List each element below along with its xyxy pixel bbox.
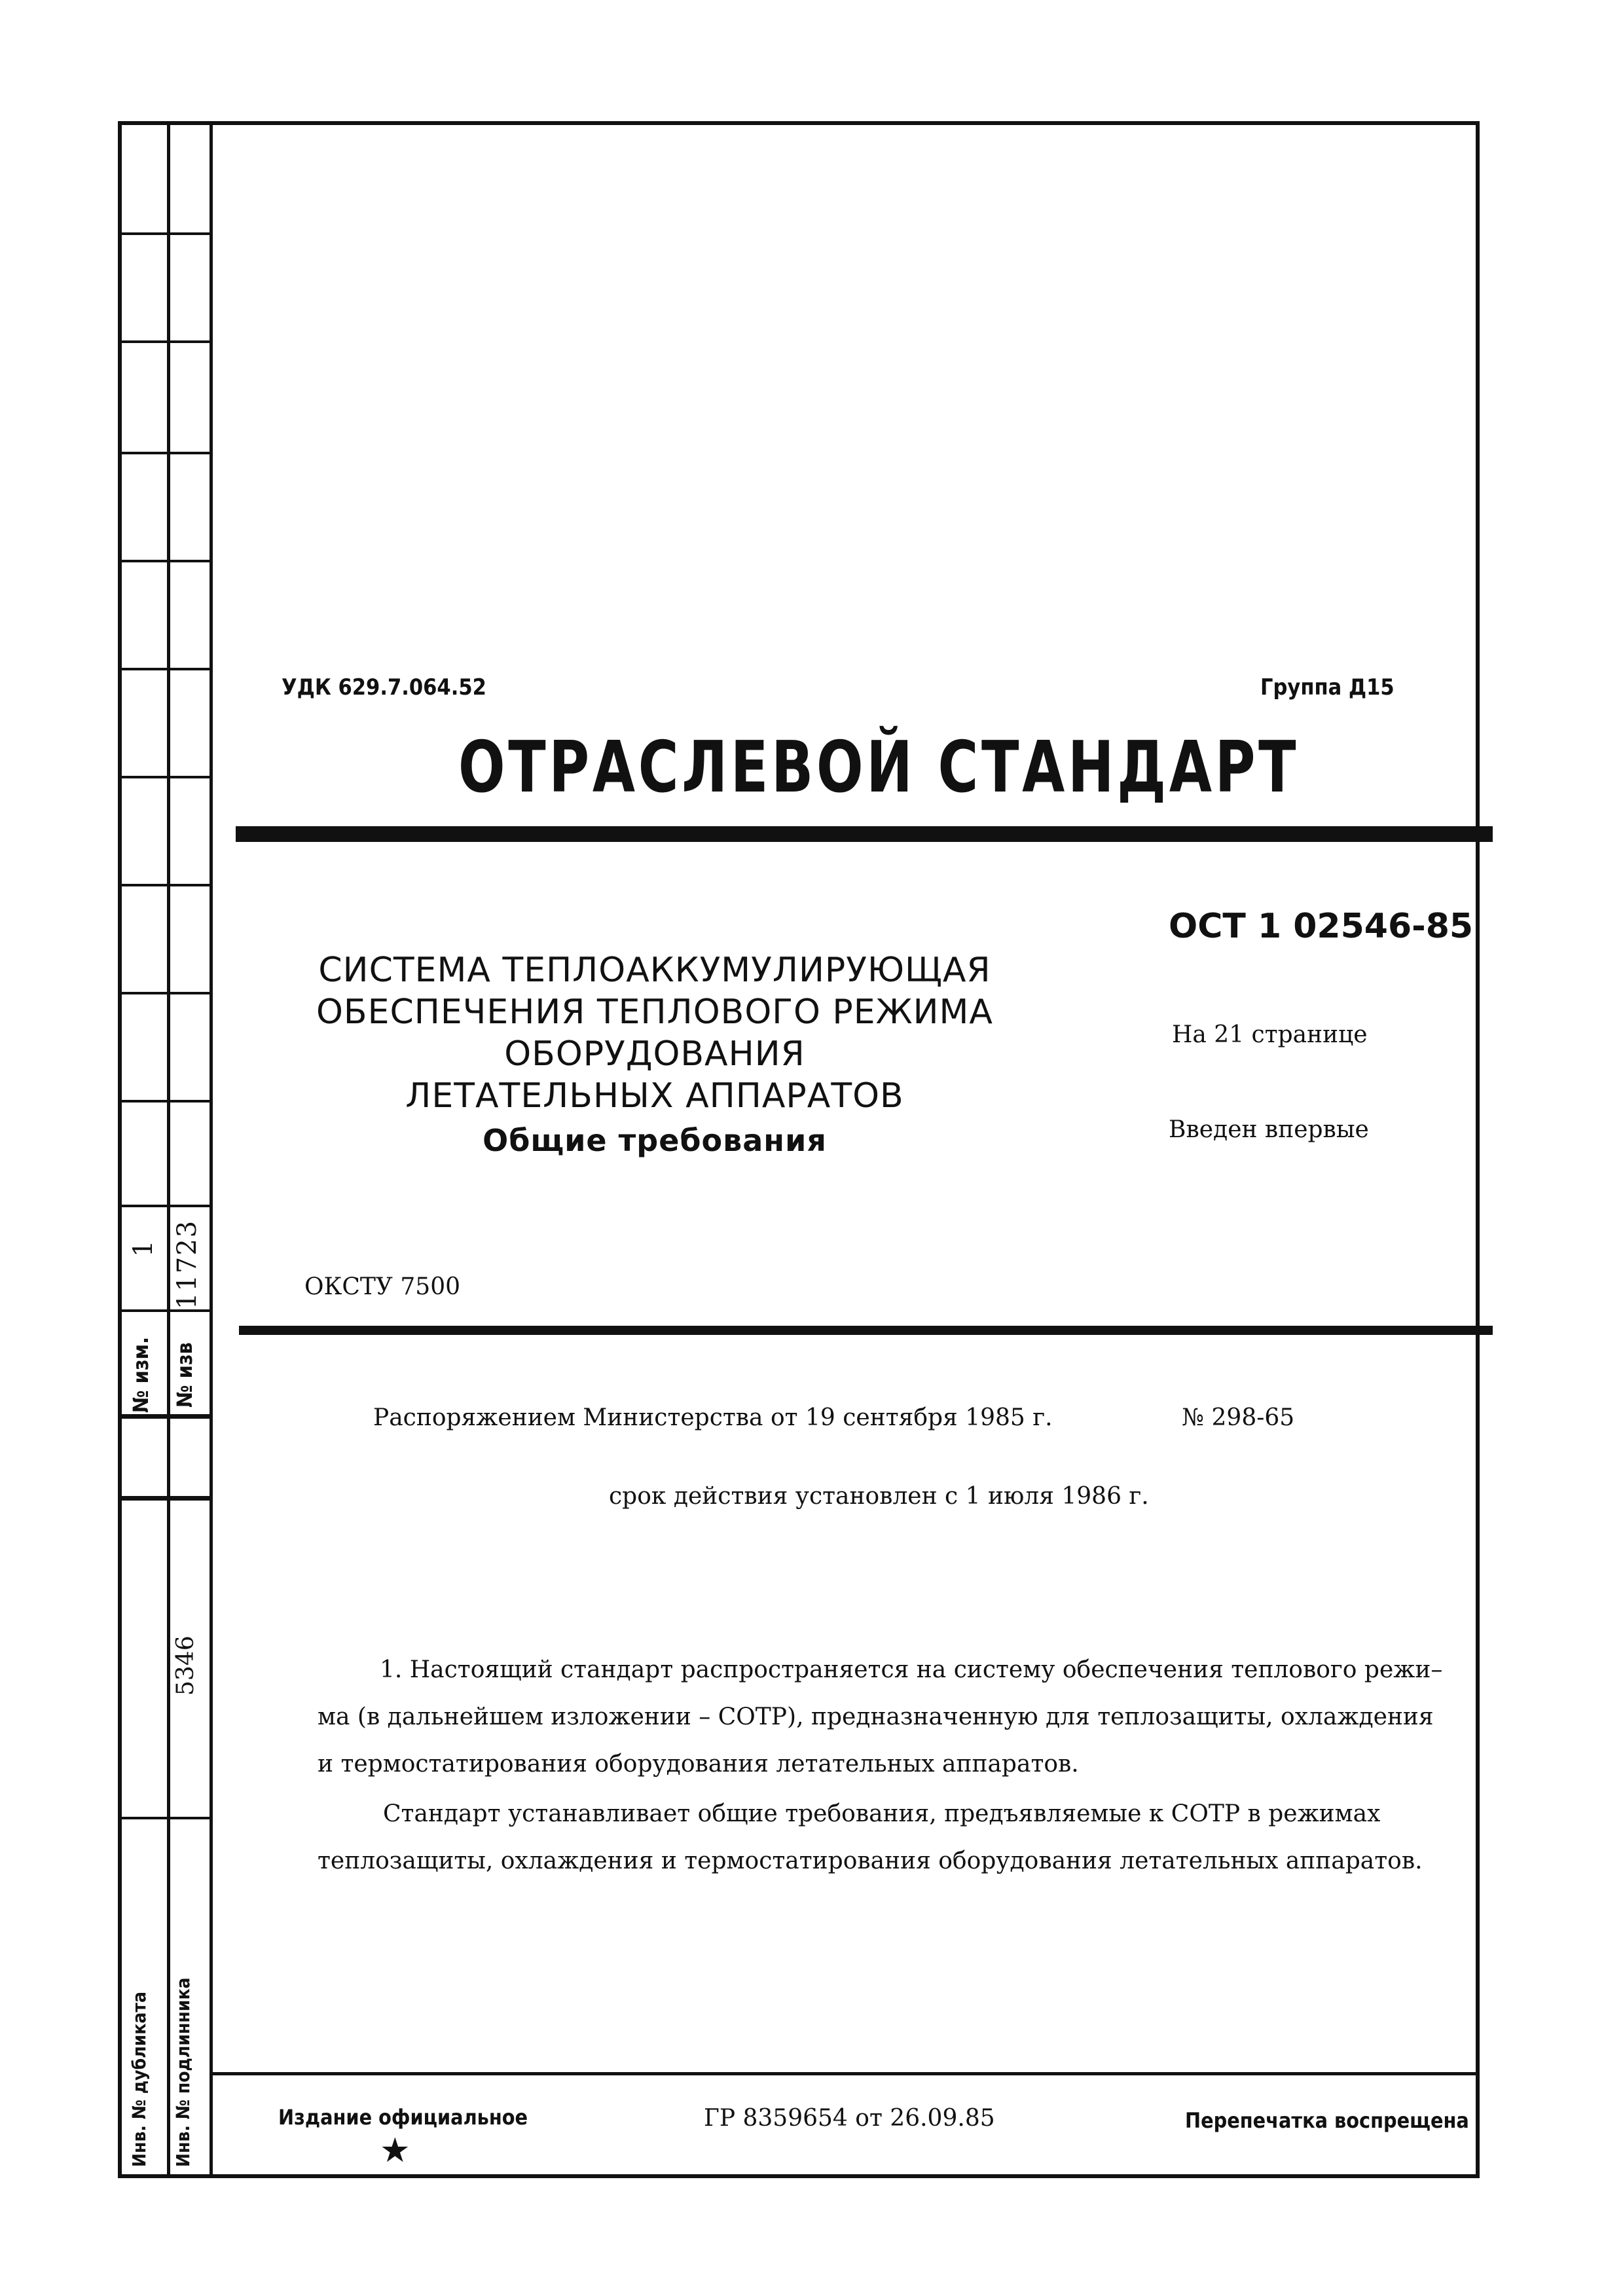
stamp-notice-label: № изв xyxy=(172,1342,197,1408)
paragraph-line: и термостатирования оборудования летательных аппаратов. xyxy=(318,1751,1079,1777)
stamp-column-divider-right xyxy=(210,121,213,2178)
stamp-grid-line-bold xyxy=(118,1414,213,1419)
order-number: № 298-65 xyxy=(1182,1404,1295,1431)
standard-number: ОСТ 1 02546-85 xyxy=(1169,907,1474,946)
paragraph-2 xyxy=(318,1791,1423,1885)
stamp-grid-line xyxy=(118,1309,213,1312)
document-title: ОТРАСЛЕВОЙ СТАНДАРТ xyxy=(458,727,1300,809)
stamp-column-divider-left xyxy=(167,121,170,2178)
section-rule xyxy=(239,1326,1493,1335)
paragraph-1 xyxy=(318,1647,1442,1788)
standard-name-line: ОБОРУДОВАНИЯ xyxy=(504,1034,805,1074)
stamp-grid-line xyxy=(118,232,213,235)
paragraph-line: Стандарт устанавливает общие требования, предъявляемые к СОТР в режимах xyxy=(383,1800,1381,1827)
stamp-grid-line xyxy=(118,776,213,778)
paragraph-line: 1. Настоящий стандарт распространяется на систему обеспечения теплового режи– xyxy=(380,1656,1443,1683)
stamp-grid-line xyxy=(118,452,213,454)
reprint-prohibited: Перепечатка воспрещена xyxy=(1185,2108,1469,2133)
standard-name-subtitle: Общие требования xyxy=(483,1123,827,1158)
stamp-change-label: № изм. xyxy=(128,1336,153,1413)
paragraph-line: ма (в дальнейшем изложении – СОТР), предназначенную для теплозащиты, охлаждения xyxy=(318,1704,1434,1730)
udk-code: УДК 629.7.064.52 xyxy=(282,674,486,701)
stamp-original-number: 5346 xyxy=(172,1635,199,1696)
stamp-original-label: Инв. № подлинника xyxy=(172,1977,194,2167)
stamp-grid-line-bold xyxy=(118,1496,213,1501)
footer-rule xyxy=(213,2072,1480,2075)
validity-date: срок действия установлен с 1 июля 1986 г. xyxy=(609,1483,1149,1510)
stamp-grid-line xyxy=(118,1817,213,1819)
group-code: Группа Д15 xyxy=(1260,674,1395,701)
star-icon: ★ xyxy=(380,2131,410,2170)
registration-number: ГР 8359654 от 26.09.85 xyxy=(704,2105,995,2132)
stamp-grid-line xyxy=(118,884,213,886)
standard-name-line: ЛЕТАТЕЛЬНЫХ АППАРАТОВ xyxy=(405,1076,904,1116)
stamp-duplicate-label: Инв. № дубликата xyxy=(128,1992,150,2167)
ministry-order: Распоряжением Министерства от 19 сентября 1985 г. xyxy=(373,1404,1053,1431)
okstu-code: ОКСТУ 7500 xyxy=(304,1273,461,1300)
stamp-grid-line xyxy=(118,560,213,562)
title-rule xyxy=(236,826,1493,842)
standard-name-line: ОБЕСПЕЧЕНИЯ ТЕПЛОВОГО РЕЖИМА xyxy=(316,993,993,1032)
stamp-grid-line xyxy=(118,340,213,343)
paragraph-line: теплозащиты, охлаждения и термостатирования оборудования летательных аппаратов. xyxy=(318,1848,1423,1874)
stamp-notice-value: 11723 xyxy=(172,1219,202,1309)
page-count: На 21 странице xyxy=(1172,1021,1368,1048)
official-edition: Издание официальное xyxy=(278,2105,528,2130)
introduced-note: Введен впервые xyxy=(1169,1116,1369,1143)
stamp-grid-line xyxy=(118,668,213,670)
stamp-grid-line xyxy=(118,992,213,994)
stamp-change-value: 1 xyxy=(128,1240,158,1257)
stamp-grid-line xyxy=(118,1205,213,1207)
standard-name xyxy=(288,949,1021,1161)
standard-name-line: СИСТЕМА ТЕПЛОАККУМУЛИРУЮЩАЯ xyxy=(318,951,991,990)
stamp-grid-line xyxy=(118,1100,213,1102)
